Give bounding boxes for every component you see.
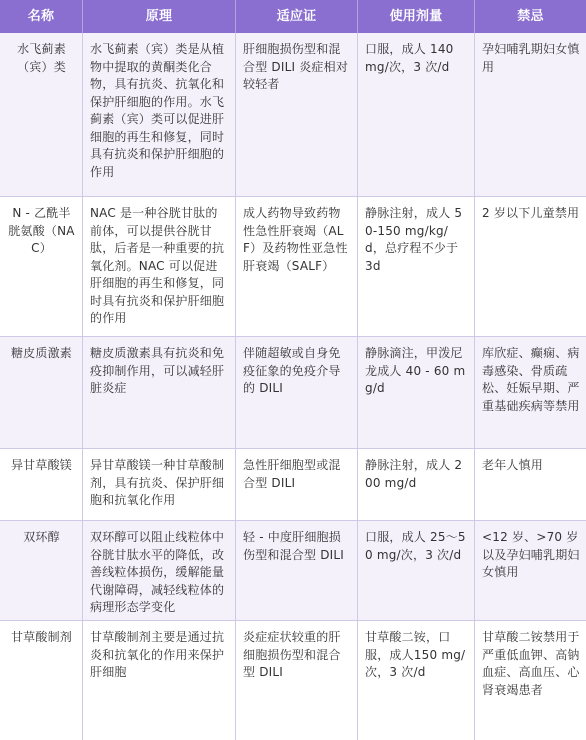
- table-row: [0, 621, 586, 740]
- drug-contraindication: <12 岁、>70 岁以及孕妇哺乳期妇女慎用: [482, 530, 580, 579]
- drug-indication: 炎症症状较重的肝细胞损伤型和混合型 DILI: [236, 621, 358, 740]
- drug-name: 水飞蓟素（宾）类: [0, 33, 83, 196]
- drug-indication: 肝细胞损伤型和混合型 DILI 炎症相对较轻者: [236, 33, 358, 196]
- table-row: [0, 449, 586, 521]
- drug-contraindication: 库欣症、癫痫、病毒感染、骨质疏松、妊娠早期、严重基础疾病等禁用: [482, 346, 580, 413]
- table-row: [0, 197, 586, 337]
- drug-contraindication: 老年人慎用: [482, 458, 544, 472]
- drug-indication: 轻 - 中度肝细胞损伤型和混合型 DILI: [236, 521, 358, 620]
- drug-name: 甘草酸制剂: [0, 621, 83, 740]
- drug-dosage: 静脉注射，成人 50-150 mg/kg/d，总疗程不少于 3d: [358, 197, 475, 336]
- drug-indication: 急性肝细胞型或混合型 DILI: [236, 449, 358, 520]
- drug-dosage: 甘草酸二铵，口服，成人150 mg/次，3 次/d: [358, 621, 475, 740]
- drug-mechanism: 水飞蓟素（宾）类是从植物中提取的黄酮类化合物，具有抗炎、抗氧化和保护肝细胞的作用。水飞蓟素（宾）类可以促进肝细胞的再生和修复，同时具有抗炎和保护肝细胞的作用: [83, 33, 236, 196]
- drug-contraindication: 2 岁以下儿童禁用: [482, 206, 580, 220]
- drug-dosage: 静脉注射，成人 200 mg/d: [358, 449, 475, 520]
- header-mechanism: 原理: [83, 0, 236, 33]
- drug-indication: 伴随超敏或自身免疫征象的免疫介导的 DILI: [236, 337, 358, 448]
- table-row: [0, 521, 586, 621]
- table-row: [0, 337, 586, 449]
- drug-mechanism: 甘草酸制剂主要是通过抗炎和抗氧化的作用来保护肝细胞: [83, 621, 236, 740]
- table-row: [0, 33, 586, 197]
- header-dosage: 使用剂量: [358, 0, 475, 33]
- drug-dosage: 静脉滴注，甲泼尼龙成人 40 - 60 mg/d: [358, 337, 475, 448]
- table-header-row: [0, 0, 586, 33]
- drug-name: 糖皮质激素: [0, 337, 83, 448]
- header-indication: 适应证: [236, 0, 358, 33]
- drug-dosage: 口服，成人 25～50 mg/次，3 次/d: [358, 521, 475, 620]
- drug-contraindication: 甘草酸二铵禁用于严重低血钾、高钠血症、高血压、心肾衰竭患者: [482, 630, 580, 697]
- drug-mechanism: 糖皮质激素具有抗炎和免疫抑制作用，可以减轻肝脏炎症: [83, 337, 236, 448]
- drug-dosage: 口服，成人 140 mg/次，3 次/d: [358, 33, 475, 196]
- drug-mechanism: 双环醇可以阻止线粒体中谷胱甘肽水平的降低，改善线粒体损伤，缓解能量代谢障碍，减轻线粒体的病理形态学变化: [83, 521, 236, 620]
- drug-indication: 成人药物导致药物性急性肝衰竭（ALF）及药物性亚急性肝衰竭（SALF）: [236, 197, 358, 336]
- header-name: 名称: [0, 0, 83, 33]
- drug-name: 异甘草酸镁: [0, 449, 83, 520]
- drug-name: 双环醇: [0, 521, 83, 620]
- drug-name: N - 乙酰半胱氨酸（NAC）: [0, 197, 83, 336]
- drug-mechanism: NAC 是一种谷胱甘肽的前体，可以提供谷胱甘肽，后者是一种重要的抗氧化剂。NAC 可以促进肝细胞的再生和修复，同时具有抗炎和保护肝细胞的作用: [83, 197, 236, 336]
- header-contraindication: 禁忌: [517, 9, 544, 24]
- drug-mechanism: 异甘草酸镁一种甘草酸制剂，具有抗炎、保护肝细胞和抗氧化作用: [83, 449, 236, 520]
- drug-contraindication: 孕妇哺乳期妇女慎用: [482, 42, 580, 74]
